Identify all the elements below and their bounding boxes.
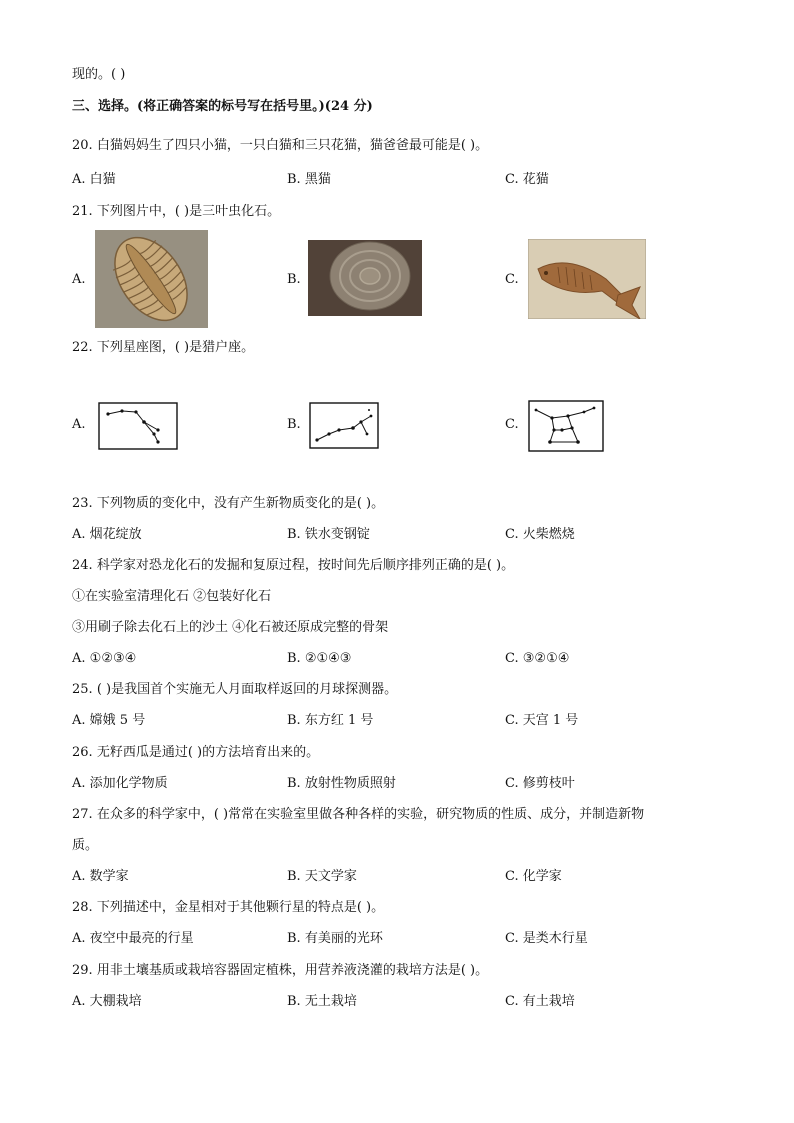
question-number: 20.: [72, 138, 93, 153]
question-24: [72, 557, 514, 575]
option-text: 嫦娥 5 号: [89, 713, 146, 728]
option-text: 放射性物质照射: [304, 776, 396, 791]
option-text: 烟花绽放: [89, 527, 142, 542]
question-text: 在众多的科学家中，( )常常在实验室里做各种各样的实验，研究物质的性质、成分，并制造新物: [96, 807, 645, 822]
option-label: C.: [505, 994, 519, 1009]
option-text: 黑猫: [304, 172, 331, 187]
option-a[interactable]: [72, 868, 129, 886]
option-label: B.: [287, 776, 301, 791]
option-label: C.: [505, 527, 519, 542]
option-a[interactable]: [72, 775, 168, 793]
option-text: 花猫: [522, 172, 549, 187]
option-text: 天文学家: [304, 869, 357, 884]
option-a[interactable]: [72, 650, 136, 668]
option-label: B.: [287, 527, 301, 542]
option-text: ①②③④: [89, 651, 137, 666]
trilobite-fossil-image[interactable]: [95, 230, 208, 328]
option-b[interactable]: [287, 993, 357, 1011]
option-text: 数学家: [89, 869, 129, 884]
question-text: 用非土壤基质或栽培容器固定植株，用营养液浇灌的栽培方法是( )。: [96, 963, 489, 978]
option-text: 有美丽的光环: [304, 931, 383, 946]
option-a[interactable]: [72, 993, 142, 1011]
option-b[interactable]: [287, 526, 370, 544]
option-label: A.: [72, 527, 86, 542]
option-label: B.: [287, 994, 301, 1009]
question-27: [72, 806, 644, 824]
option-text: 东方红 1 号: [304, 713, 374, 728]
question-text: 下列图片中，( )是三叶虫化石。: [96, 204, 281, 219]
option-b[interactable]: [287, 930, 383, 948]
option-label: C.: [505, 172, 519, 187]
question-number: 25.: [72, 682, 93, 697]
question-text: 无籽西瓜是通过( )的方法培育出来的。: [96, 745, 320, 760]
question-29: [72, 962, 488, 980]
option-label: A.: [72, 994, 86, 1009]
option-a[interactable]: [72, 712, 145, 730]
question-27-continuation: 质。: [72, 838, 99, 853]
option-a[interactable]: [72, 526, 142, 544]
option-c[interactable]: [505, 930, 588, 948]
question-number: 29.: [72, 963, 93, 978]
option-c[interactable]: [505, 868, 562, 886]
option-text: 有土栽培: [522, 994, 575, 1009]
option-a-label[interactable]: A.: [72, 272, 86, 287]
question-number: 21.: [72, 204, 93, 219]
option-label: C.: [505, 776, 519, 791]
question-text: 下列星座图，( )是猎户座。: [96, 340, 255, 355]
option-label: B.: [287, 651, 301, 666]
option-label: C.: [505, 931, 519, 946]
option-c[interactable]: [505, 650, 569, 668]
option-label: C.: [505, 869, 519, 884]
option-c-label[interactable]: C.: [505, 272, 519, 287]
option-text: 火柴燃烧: [522, 527, 575, 542]
option-label: A.: [72, 713, 86, 728]
option-text: 夜空中最亮的行星: [89, 931, 194, 946]
option-text: 大棚栽培: [89, 994, 142, 1009]
question-20: [72, 137, 488, 155]
option-text: 无土栽培: [304, 994, 357, 1009]
option-b[interactable]: [287, 712, 373, 730]
question-text: 下列描述中，金星相对于其他颗行星的特点是( )。: [96, 900, 385, 915]
question-text: 白猫妈妈生了四只小猫，一只白猫和三只花猫，猫爸爸最可能是( )。: [96, 138, 489, 153]
option-c[interactable]: [505, 775, 575, 793]
constellation-diagram-c[interactable]: [528, 400, 604, 452]
constellation-diagram-b[interactable]: [309, 402, 379, 449]
continuation-text: 现的。( ): [72, 67, 126, 82]
option-text: 天宫 1 号: [522, 713, 579, 728]
question-25: [72, 681, 397, 699]
question-number: 26.: [72, 745, 93, 760]
option-b[interactable]: [287, 775, 396, 793]
question-number: 22.: [72, 340, 93, 355]
ammonite-fossil-image[interactable]: [308, 240, 422, 316]
option-a[interactable]: [72, 930, 194, 948]
option-label: C.: [505, 713, 519, 728]
option-label: B.: [287, 172, 301, 187]
option-b[interactable]: [287, 868, 357, 886]
option-b[interactable]: [287, 650, 351, 668]
option-label: A.: [72, 651, 86, 666]
option-text: 白猫: [89, 172, 116, 187]
option-label: A.: [72, 931, 86, 946]
option-c[interactable]: [505, 526, 575, 544]
constellation-diagram-a[interactable]: [98, 402, 178, 450]
question-number: 28.: [72, 900, 93, 915]
question-number: 23.: [72, 496, 93, 511]
question-number: 24.: [72, 558, 93, 573]
option-label: B.: [287, 713, 301, 728]
question-number: 27.: [72, 807, 93, 822]
option-text: ③②①④: [522, 651, 570, 666]
option-b-label[interactable]: B.: [287, 272, 301, 287]
question-24-steps-2: ③用刷子除去化石上的沙土 ④化石被还原成完整的骨架: [72, 620, 389, 635]
option-text: 是类木行星: [522, 931, 588, 946]
fish-fossil-image[interactable]: [528, 239, 646, 319]
question-28: [72, 899, 384, 917]
option-c[interactable]: [505, 171, 549, 189]
option-a[interactable]: [72, 171, 116, 189]
option-label: B.: [287, 931, 301, 946]
option-c[interactable]: [505, 712, 578, 730]
option-label: C.: [505, 651, 519, 666]
option-label: A.: [72, 776, 86, 791]
question-text: 科学家对恐龙化石的发掘和复原过程，按时间先后顺序排列正确的是( )。: [96, 558, 515, 573]
option-b[interactable]: [287, 171, 331, 189]
question-22: [72, 339, 254, 357]
option-a-label[interactable]: A.: [72, 417, 86, 432]
question-21: [72, 203, 280, 221]
question-text: 下列物质的变化中，没有产生新物质变化的是( )。: [96, 496, 385, 511]
question-text: ( )是我国首个实施无人月面取样返回的月球探测器。: [96, 682, 398, 697]
option-c[interactable]: [505, 993, 575, 1011]
question-23: [72, 495, 384, 513]
option-text: ②①④③: [304, 651, 352, 666]
option-c-label[interactable]: C.: [505, 417, 519, 432]
question-24-steps-1: ①在实验室清理化石 ②包装好化石: [72, 589, 272, 604]
option-text: 铁水变钢锭: [304, 527, 370, 542]
option-b-label[interactable]: B.: [287, 417, 301, 432]
option-label: B.: [287, 869, 301, 884]
section-title: 三、选择。(将正确答案的标号写在括号里。)(24 分): [72, 99, 373, 114]
option-text: 添加化学物质: [89, 776, 168, 791]
question-26: [72, 744, 319, 762]
option-label: A.: [72, 172, 86, 187]
option-label: A.: [72, 869, 86, 884]
option-text: 化学家: [522, 869, 562, 884]
option-text: 修剪枝叶: [522, 776, 575, 791]
